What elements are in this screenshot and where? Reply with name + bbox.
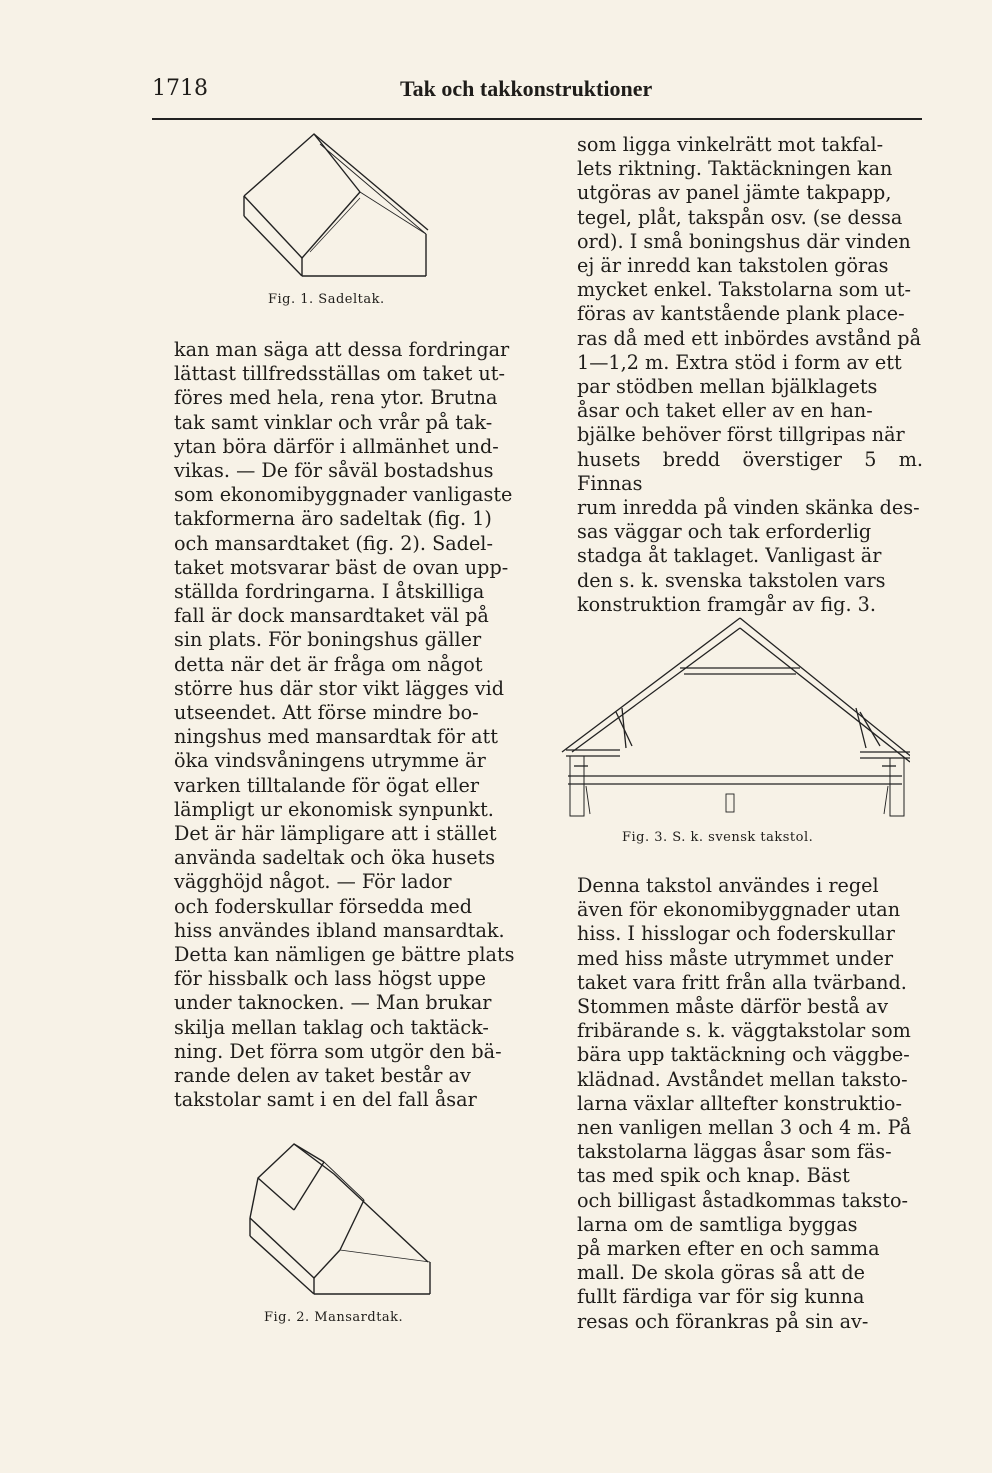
text-line: taket vara fritt från alla tvärband.: [577, 970, 907, 994]
text-line: larna växlar alltefter konstruktio-: [577, 1091, 902, 1115]
text-line: detta när det är fråga om något: [174, 652, 483, 676]
figure-3-caption: Fig. 3. S. k. svensk takstol.: [622, 830, 814, 845]
text-line: åsar och taket eller av en han-: [577, 399, 873, 423]
text-line: ytan böra därför i allmänhet und-: [174, 434, 499, 458]
text-line: föras av kantstående plank place-: [577, 302, 905, 326]
text-line: sas väggar och tak erforderlig: [577, 520, 872, 544]
text-line: fribärande s. k. väggtakstolar som: [577, 1019, 911, 1043]
text-line: den s. k. svenska takstolen vars: [577, 568, 886, 592]
text-line: som ligga vinkelrätt mot takfal-: [577, 133, 884, 156]
text-line: även för ekonomibyggnader utan: [577, 898, 901, 922]
text-line: tegel, plåt, takspån osv. (se dessa: [577, 205, 903, 229]
text-line: ning. Det förra som utgör den bä-: [174, 1039, 502, 1063]
text-line: ställda fordringarna. I åtskilliga: [174, 580, 485, 604]
text-line: sin plats. För boningshus gäller: [174, 628, 482, 652]
figure-2-caption: Fig. 2. Mansardtak.: [264, 1310, 404, 1325]
text-line: Detta kan nämligen ge bättre plats: [174, 943, 515, 967]
text-line: ej är inredd kan takstolen göras: [577, 254, 889, 278]
text-line: husets bredd överstiger 5 m. Finnas: [577, 447, 923, 495]
text-line: större hus där stor vikt lägges vid: [174, 676, 505, 700]
figure-2-mansard-roof: [244, 1138, 444, 1298]
text-line: lättast tillfredsställas om taket ut-: [174, 362, 505, 386]
text-line: och foderskullar försedda med: [174, 894, 472, 918]
text-line: och mansardtaket (fig. 2). Sadel-: [174, 531, 493, 555]
text-line: bära upp taktäckning och väggbe-: [577, 1043, 910, 1067]
text-line: under taknocken. — Man brukar: [174, 991, 492, 1015]
text-line: vägghöjd något. — För lador: [174, 870, 452, 894]
text-line: kan man säga att dessa fordringar: [174, 338, 510, 361]
text-line: par stödben mellan bjälklagets: [577, 375, 878, 399]
left-column-text: [174, 338, 524, 1113]
text-line: utgöras av panel jämte takpapp,: [577, 181, 892, 205]
text-line: bjälke behöver först tillgripas när: [577, 423, 905, 447]
text-line: för hissbalk och lass högst uppe: [174, 967, 486, 991]
running-title: Tak och takkonstruktioner: [400, 76, 653, 101]
right-column-text-top: [577, 133, 923, 617]
text-line: fullt färdiga var för sig kunna: [577, 1285, 865, 1309]
figure-1-caption: Fig. 1. Sadeltak.: [268, 292, 385, 307]
text-line: med hiss måste utrymmet under: [577, 946, 894, 970]
text-line: lämpligt ur ekonomisk synpunkt.: [174, 797, 494, 821]
text-line: larna om de samtliga byggas: [577, 1212, 858, 1236]
text-line: varken tilltalande för ögat eller: [174, 773, 479, 797]
text-line: ras då med ett inbördes avstånd på: [577, 326, 922, 350]
figure-1-saddle-roof: [240, 130, 440, 280]
text-line: hiss användes ibland mansardtak.: [174, 918, 505, 942]
text-line: tas med spik och knap. Bäst: [577, 1164, 850, 1188]
text-line: Denna takstol användes i regel: [577, 874, 879, 897]
text-line: resas och förankras på sin av-: [577, 1309, 869, 1333]
text-line: tak samt vinklar och vrår på tak-: [174, 410, 493, 434]
figure-3-swedish-truss: [560, 616, 910, 826]
text-line: mall. De skola göras så att de: [577, 1261, 866, 1285]
text-line: öka vindsvåningens utrymme är: [174, 749, 486, 773]
swedish-truss-drawing: [560, 616, 910, 826]
text-line: och billigast åstadkommas taksto-: [577, 1188, 909, 1212]
text-line: rum inredda på vinden skänka des-: [577, 496, 920, 520]
text-line: konstruktion framgår av fig. 3.: [577, 592, 876, 616]
text-line: använda sadeltak och öka husets: [174, 846, 496, 870]
text-line: takstolar samt i en del fall åsar: [174, 1088, 477, 1112]
mansard-roof-drawing: [244, 1138, 444, 1298]
header-rule: [152, 118, 922, 120]
right-column-text-bottom: [577, 874, 923, 1334]
text-line: Det är här lämpligare att i stället: [174, 822, 497, 846]
text-line: hiss. I hisslogar och foderskullar: [577, 922, 895, 946]
text-line: 1—1,2 m. Extra stöd i form av ett: [577, 350, 902, 374]
page-header: [152, 76, 922, 108]
text-line: taket motsvarar bäst de ovan upp-: [174, 555, 509, 579]
text-line: fall är dock mansardtaket väl på: [174, 604, 489, 628]
text-line: klädnad. Avståndet mellan taksto-: [577, 1067, 908, 1091]
text-line: utseendet. Att förse mindre bo-: [174, 701, 479, 725]
text-line: som ekonomibyggnader vanligaste: [174, 483, 513, 507]
text-line: takformerna äro sadeltak (fig. 1): [174, 507, 492, 531]
saddle-roof-drawing: [240, 130, 440, 280]
text-line: stadga åt taklaget. Vanligast är: [577, 544, 882, 568]
text-line: på marken efter en och samma: [577, 1237, 880, 1261]
text-line: föres med hela, rena ytor. Brutna: [174, 386, 498, 410]
page-number: 1718: [152, 76, 208, 101]
text-line: skilja mellan taklag och taktäck-: [174, 1015, 489, 1039]
text-line: vikas. — De för såväl bostadshus: [174, 459, 494, 483]
text-line: Stommen måste därför bestå av: [577, 995, 889, 1019]
text-line: rande delen av taket består av: [174, 1064, 471, 1088]
text-line: ningshus med mansardtak för att: [174, 725, 498, 749]
text-line: ord). I små boningshus där vinden: [577, 229, 911, 253]
text-line: mycket enkel. Takstolarna som ut-: [577, 278, 911, 302]
text-line: nen vanligen mellan 3 och 4 m. På: [577, 1116, 912, 1140]
text-line: lets riktning. Taktäckningen kan: [577, 157, 893, 181]
text-line: takstolarna läggas åsar som fäs-: [577, 1140, 892, 1164]
